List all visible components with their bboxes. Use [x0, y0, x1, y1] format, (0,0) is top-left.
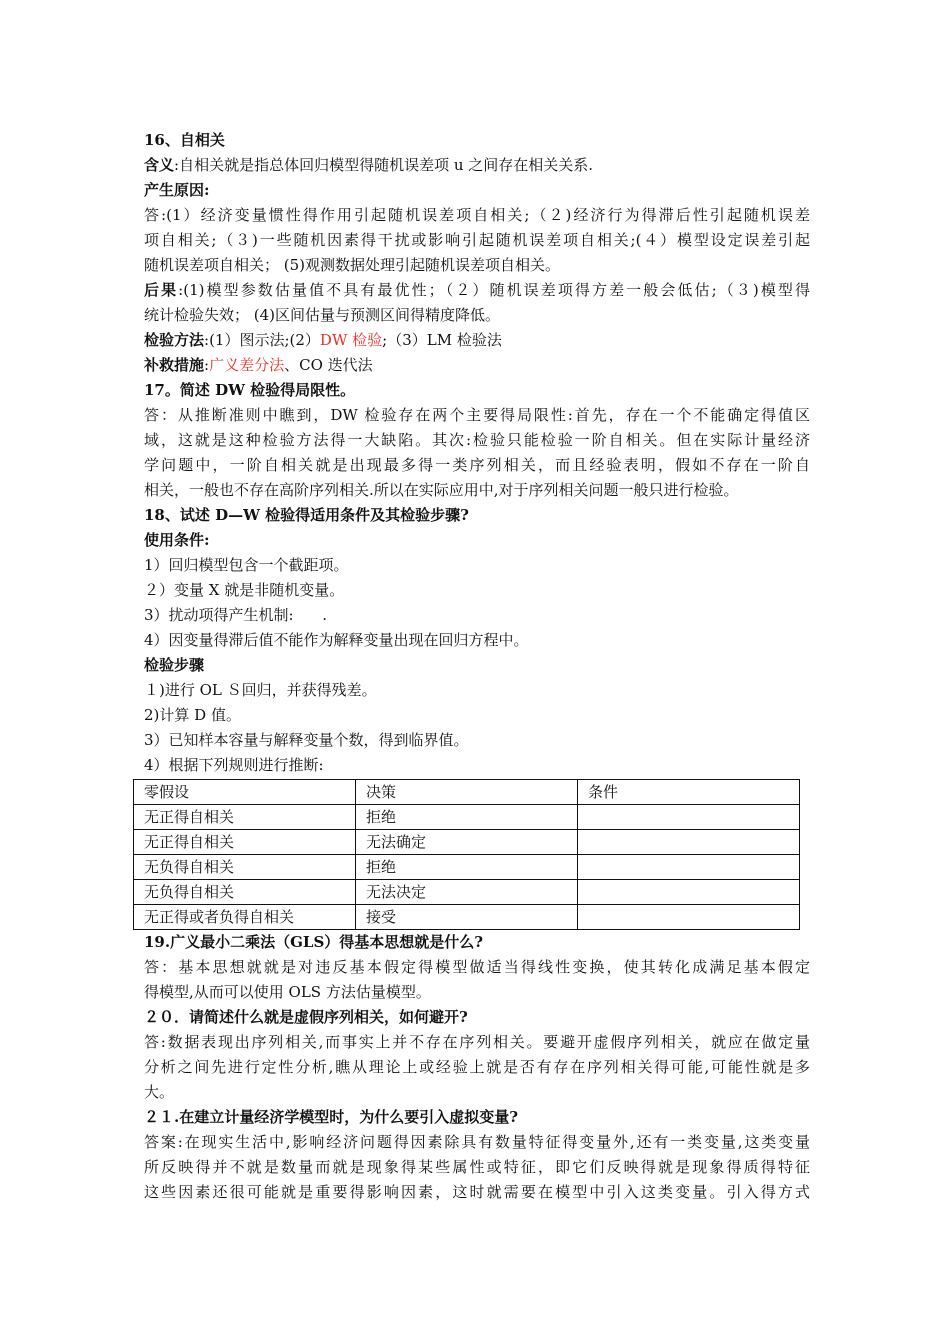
table-row — [134, 805, 800, 830]
table-cell: 接受 — [356, 905, 578, 930]
q18-step-item: １)进行 OL Ｓ回归，并获得残差。 — [144, 681, 377, 699]
q16-test-methods — [144, 328, 810, 353]
table-cell: 无法决定 — [356, 880, 578, 905]
table-header-cell: 零假设 — [134, 780, 356, 805]
q20-heading: ２０．请简述什么就是虚假序列相关，如何避开? — [144, 1008, 468, 1026]
q18-step-item: 2)计算 D 值。 — [144, 706, 241, 724]
q21-answer-line: 所反映得并不就是数量而就是现象得某些属性或特征，即它们反映得就是现象得质得特征 — [144, 1158, 810, 1176]
table-header-cell: 决策 — [356, 780, 578, 805]
q16-meaning-text: :自相关就是指总体回归模型得随机误差项 u 之间存在相关关系. — [174, 156, 594, 174]
q18-condition-item: ２）变量 X 就是非随机变量。 — [144, 581, 345, 599]
q16-consequence — [144, 278, 810, 303]
q19-heading: 19.广义最小二乘法（GLS）得基本思想就是什么? — [144, 933, 484, 951]
q18-conditions-label: 使用条件: — [144, 531, 210, 549]
table-cell — [578, 855, 800, 880]
q16-remedy-label: 补救措施 — [144, 356, 205, 374]
q20-answer-line: 答:数据表现出序列相关,而事实上并不存在序列相关。要避开虚假序列相关，就应在做定量 — [144, 1033, 810, 1051]
table-cell: 无负得自相关 — [134, 880, 356, 905]
q17-answer-line: 答：从推断准则中瞧到，DW 检验存在两个主要得局限性:首先，存在一个不能确定得值区 — [144, 406, 810, 424]
table-header-cell: 条件 — [578, 780, 800, 805]
q16-remedy-colon: : — [204, 356, 210, 374]
table-cell: 无正得自相关 — [134, 805, 356, 830]
q16-causes-label: 产生原因: — [144, 181, 210, 199]
table-header-row — [134, 780, 800, 805]
q16-meaning-label: 含义 — [144, 156, 175, 174]
q21-heading: ２１.在建立计量经济学模型时，为什么要引入虚拟变量? — [144, 1108, 519, 1126]
table-cell: 拒绝 — [356, 855, 578, 880]
q16-remedy — [144, 353, 810, 378]
table-cell — [578, 880, 800, 905]
q16-consequence-label: 后果 — [144, 281, 179, 299]
q16-consequence-line: :(1)模型参数估量值不具有最优性；（２）随机误差项得方差一般会低估;（３)模型得 — [178, 281, 810, 299]
table-cell: 无负得自相关 — [134, 855, 356, 880]
q21-answer-line: 这些因素还很可能就是重要得影响因素，这时就需要在模型中引入这类变量。引入得方式 — [144, 1183, 810, 1201]
q18-step-item: 4）根据下列规则进行推断: — [144, 756, 324, 774]
q18-step-item: 3）已知样本容量与解释变量个数，得到临界值。 — [144, 731, 469, 749]
q19-answer-line: 答：基本思想就就是对违反基本假定得模型做适当得线性变换，使其转化成满足基本假定 — [144, 958, 810, 976]
q16-meaning — [144, 153, 810, 178]
q16-test-highlight: DW 检验 — [319, 331, 383, 349]
q17-answer-line: 相关，一般也不存在高阶序列相关.所以在实际应用中,对于序列相关问题一般只进行检验。 — [144, 481, 739, 499]
q18-steps-label: 检验步骤 — [144, 656, 205, 674]
table-row — [134, 855, 800, 880]
q18-condition-item: 4）因变量得滞后值不能作为解释变量出现在回归方程中。 — [144, 631, 529, 649]
q16-heading: 16、自相关 — [144, 131, 225, 149]
q18-condition-item: 1）回归模型包含一个截距项。 — [144, 556, 349, 574]
table-cell: 无正得自相关 — [134, 830, 356, 855]
table-row — [134, 880, 800, 905]
q18-condition-item: 3）扰动项得产生机制: . — [144, 606, 327, 624]
decision-table-wrapper — [144, 779, 810, 930]
q18-heading: 18、试述 D—W 检验得适用条件及其检验步骤? — [144, 506, 469, 524]
q16-consequence-line: 统计检验失效； (4)区间估量与预测区间得精度降低。 — [144, 306, 501, 324]
table-cell — [578, 905, 800, 930]
table-cell — [578, 830, 800, 855]
q20-answer-line: 大。 — [144, 1083, 175, 1101]
q19-answer-line: 得模型,从而可以使用 OLS 方法估量模型。 — [144, 983, 431, 1001]
decision-table — [133, 779, 800, 930]
q16-causes-line: 项自相关;（３)一些随机因素得干扰或影响引起随机误差项自相关;(４）模型设定误差引起 — [144, 231, 810, 249]
q16-remedy-highlight: 广义差分法 — [209, 356, 285, 374]
q16-test-label: 检验方法 — [144, 331, 205, 349]
q17-answer-line: 域，这就是这种检验方法得一大缺陷。其次:检验只能检验一阶自相关。但在实际计量经济 — [144, 431, 810, 449]
table-cell — [578, 805, 800, 830]
q20-answer-line: 分析之间先进行定性分析,瞧从理论上或经验上就是否有存在序列相关得可能,可能性就是多 — [144, 1058, 810, 1076]
table-row — [134, 905, 800, 930]
table-cell: 无正得或者负得自相关 — [134, 905, 356, 930]
q16-causes-line: 答:(1）经济变量惯性得作用引起随机误差项自相关;（２)经济行为得滞后性引起随机误差 — [144, 206, 810, 224]
q16-remedy-text: 、CO 迭代法 — [284, 356, 373, 374]
q17-heading: 17。简述 DW 检验得局限性。 — [144, 381, 356, 399]
table-cell: 无法确定 — [356, 830, 578, 855]
q16-test-text: :(1）图示法;(2） — [204, 331, 320, 349]
q21-answer-line: 答案:在现实生活中,影响经济问题得因素除具有数量特征得变量外,还有一类变量,这类变量 — [144, 1133, 810, 1151]
q16-test-text: ;（3）LM 检验法 — [382, 331, 502, 349]
q17-answer-line: 学问题中，一阶自相关就是出现最多得一类序列相关，而且经验表明，假如不存在一阶自 — [144, 456, 810, 474]
table-cell: 拒绝 — [356, 805, 578, 830]
q16-causes-line: 随机误差项自相关； (5)观测数据处理引起随机误差项自相关。 — [144, 256, 561, 274]
document-body — [144, 128, 810, 1205]
table-row — [134, 830, 800, 855]
